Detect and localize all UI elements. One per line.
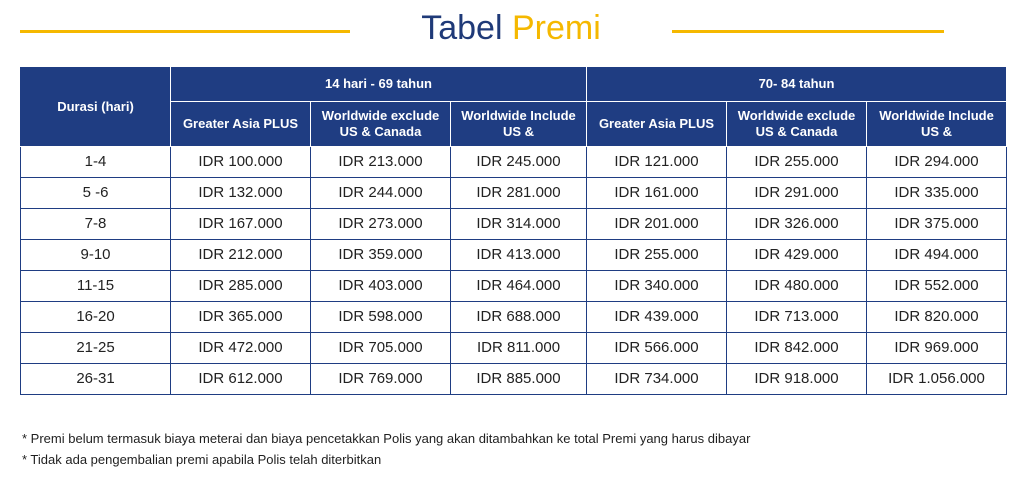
- premium-cell: IDR 688.000: [451, 302, 587, 333]
- plan-header: Greater Asia PLUS: [171, 102, 311, 147]
- premium-cell: IDR 842.000: [727, 333, 867, 364]
- group-header-1: 14 hari - 69 tahun: [171, 67, 587, 102]
- premium-cell: IDR 340.000: [587, 271, 727, 302]
- premium-cell: IDR 552.000: [867, 271, 1007, 302]
- premium-cell: IDR 291.000: [727, 178, 867, 209]
- premium-cell: IDR 359.000: [311, 240, 451, 271]
- duration-cell: 9-10: [21, 240, 171, 271]
- premium-cell: IDR 121.000: [587, 147, 727, 178]
- premium-cell: IDR 1.056.000: [867, 364, 1007, 395]
- premium-cell: IDR 245.000: [451, 147, 587, 178]
- title-divider-right: [672, 30, 944, 33]
- premium-cell: IDR 132.000: [171, 178, 311, 209]
- premium-cell: IDR 566.000: [587, 333, 727, 364]
- premium-cell: IDR 734.000: [587, 364, 727, 395]
- premium-cell: IDR 213.000: [311, 147, 451, 178]
- duration-cell: 26-31: [21, 364, 171, 395]
- premium-cell: IDR 201.000: [587, 209, 727, 240]
- plan-header: Worldwide exclude US & Canada: [311, 102, 451, 147]
- premium-cell: IDR 100.000: [171, 147, 311, 178]
- page-title: [350, 8, 672, 48]
- premium-cell: IDR 326.000: [727, 209, 867, 240]
- premium-cell: IDR 281.000: [451, 178, 587, 209]
- duration-cell: 21-25: [21, 333, 171, 364]
- premium-cell: IDR 244.000: [311, 178, 451, 209]
- premium-cell: IDR 285.000: [171, 271, 311, 302]
- premium-cell: IDR 885.000: [451, 364, 587, 395]
- premium-cell: IDR 255.000: [587, 240, 727, 271]
- premium-cell: IDR 294.000: [867, 147, 1007, 178]
- title-part1: Tabel: [421, 9, 503, 47]
- premium-cell: IDR 769.000: [311, 364, 451, 395]
- footnote: * Tidak ada pengembalian premi apabila Polis telah diterbitkan: [22, 452, 382, 467]
- table-row: [21, 178, 1007, 209]
- premium-cell: IDR 811.000: [451, 333, 587, 364]
- premium-cell: IDR 273.000: [311, 209, 451, 240]
- premium-cell: IDR 429.000: [727, 240, 867, 271]
- premium-cell: IDR 335.000: [867, 178, 1007, 209]
- duration-header: Durasi (hari): [21, 67, 171, 147]
- premium-cell: IDR 167.000: [171, 209, 311, 240]
- table-row: [21, 333, 1007, 364]
- header-row-groups: [21, 67, 1007, 102]
- premium-cell: IDR 439.000: [587, 302, 727, 333]
- plan-header: Worldwide Include US &: [451, 102, 587, 147]
- table-row: [21, 147, 1007, 178]
- premium-cell: IDR 212.000: [171, 240, 311, 271]
- premium-table: [20, 66, 1007, 395]
- duration-cell: 16-20: [21, 302, 171, 333]
- duration-cell: 11-15: [21, 271, 171, 302]
- premium-cell: IDR 413.000: [451, 240, 587, 271]
- premium-cell: IDR 472.000: [171, 333, 311, 364]
- premium-cell: IDR 598.000: [311, 302, 451, 333]
- premium-cell: IDR 820.000: [867, 302, 1007, 333]
- title-part2: Premi: [511, 9, 601, 47]
- duration-cell: 7-8: [21, 209, 171, 240]
- premium-cell: IDR 255.000: [727, 147, 867, 178]
- premium-cell: IDR 480.000: [727, 271, 867, 302]
- premium-cell: IDR 494.000: [867, 240, 1007, 271]
- title-divider-left: [20, 30, 350, 33]
- plan-header: Worldwide Include US &: [867, 102, 1007, 147]
- premium-cell: IDR 464.000: [451, 271, 587, 302]
- table-row: [21, 271, 1007, 302]
- table-body: [21, 147, 1007, 395]
- footnotes: [22, 428, 750, 470]
- table-row: [21, 302, 1007, 333]
- title-row: [0, 0, 1024, 56]
- premium-cell: IDR 705.000: [311, 333, 451, 364]
- duration-cell: 5 -6: [21, 178, 171, 209]
- premium-cell: IDR 375.000: [867, 209, 1007, 240]
- table-row: [21, 209, 1007, 240]
- plan-header: Greater Asia PLUS: [587, 102, 727, 147]
- table-row: [21, 364, 1007, 395]
- premium-cell: IDR 365.000: [171, 302, 311, 333]
- plan-header: Worldwide exclude US & Canada: [727, 102, 867, 147]
- premium-cell: IDR 612.000: [171, 364, 311, 395]
- duration-cell: 1-4: [21, 147, 171, 178]
- footnote: * Premi belum termasuk biaya meterai dan biaya pencetakkan Polis yang akan ditambahkan ke total Premi yang harus dibayar: [22, 431, 751, 446]
- premium-cell: IDR 314.000: [451, 209, 587, 240]
- premium-cell: IDR 918.000: [727, 364, 867, 395]
- group-header-2: 70- 84 tahun: [587, 67, 1007, 102]
- premium-cell: IDR 969.000: [867, 333, 1007, 364]
- premium-cell: IDR 403.000: [311, 271, 451, 302]
- premium-cell: IDR 161.000: [587, 178, 727, 209]
- premium-cell: IDR 713.000: [727, 302, 867, 333]
- table-row: [21, 240, 1007, 271]
